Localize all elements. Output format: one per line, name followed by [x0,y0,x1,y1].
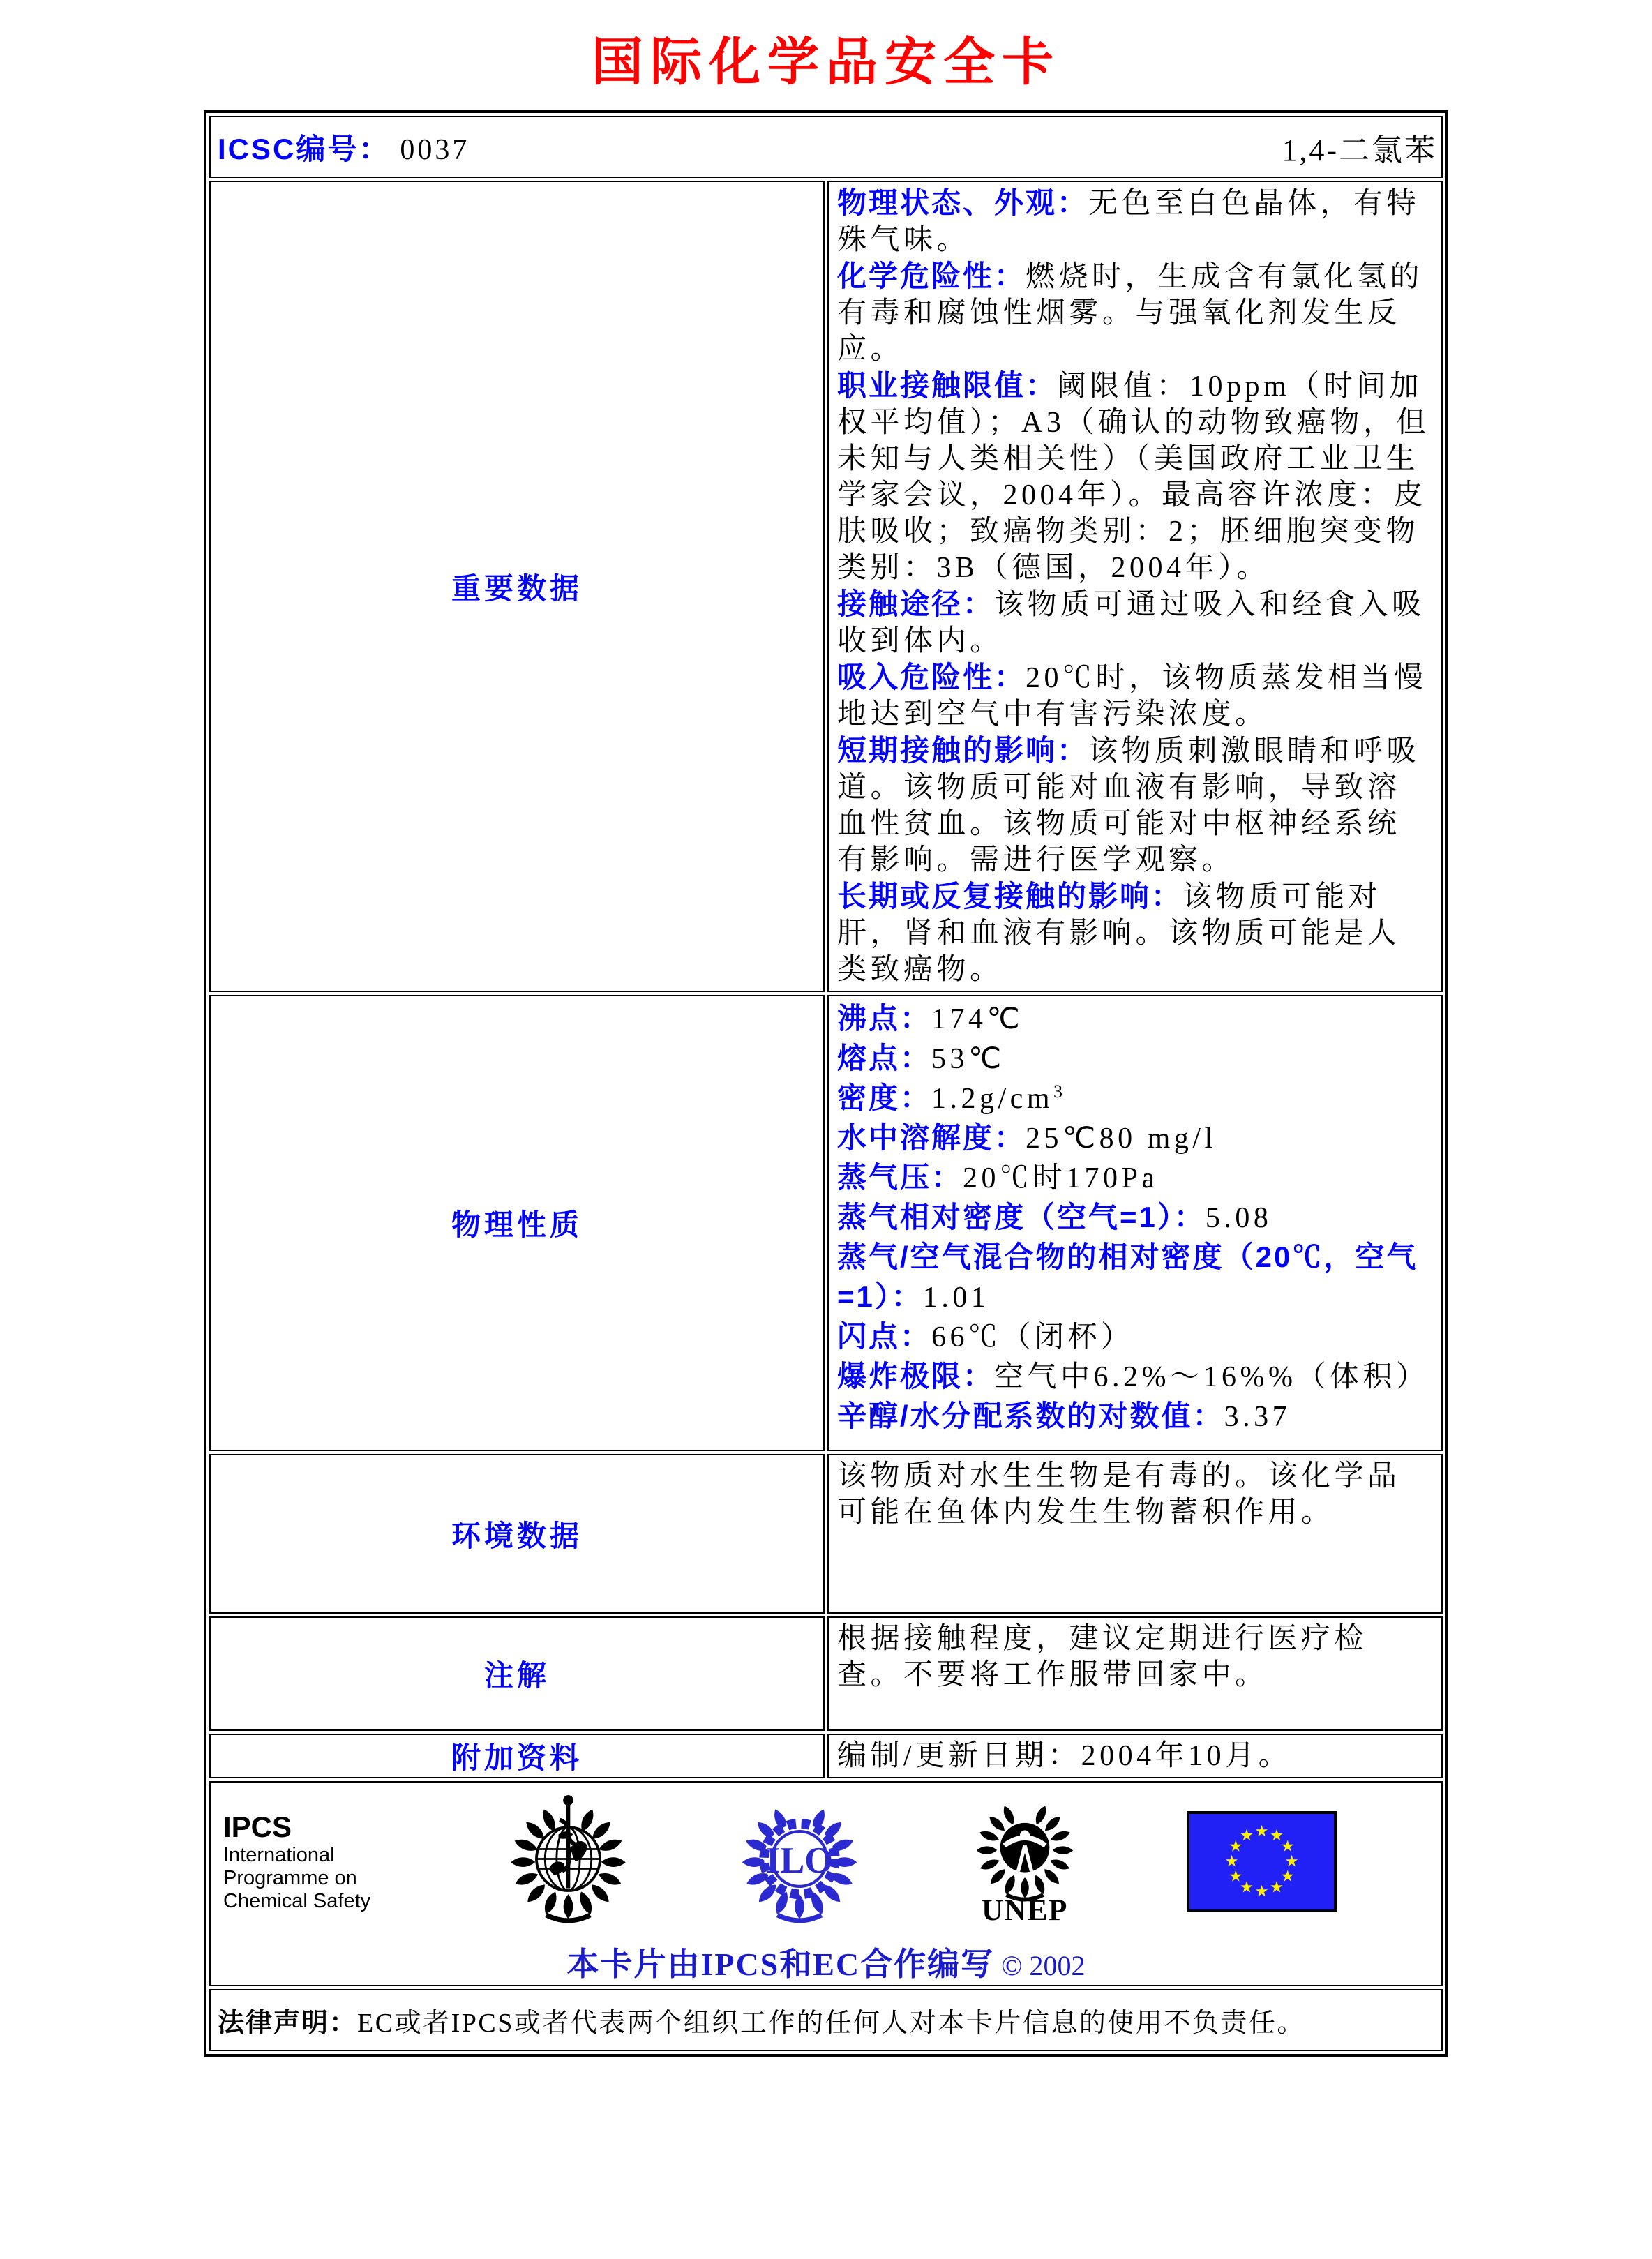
unep-logo-block [969,1797,1081,1926]
legal-label: 法律声明： [218,2009,358,2038]
icsc-card-page [0,21,1652,2057]
field-value: 该物质可能对肝，肾和血液有影响。该物质可能是人类致癌物。 [837,881,1401,986]
field-label: 熔点： [837,1042,932,1074]
field-label: 蒸气压： [837,1161,963,1194]
field-value: 25℃80 mg/l [1026,1123,1217,1155]
field-label: 爆炸极限： [837,1360,995,1393]
credit-line [211,1939,1441,1985]
physical-property-item [837,1357,1433,1397]
ipcs-text-block [223,1810,401,1913]
field-value: 174℃ [931,1003,1024,1035]
field-label: 短期接触的影响： [837,734,1089,767]
important-data-item [837,878,1433,988]
unep-caption: UNEP [981,1894,1068,1926]
important-data-item [837,659,1433,733]
ipcs-line: Chemical Safety [223,1889,371,1912]
field-label: 职业接触限值： [837,369,1058,402]
ipcs-line: Programme on [223,1866,357,1889]
icsc-card-table [204,110,1448,2057]
ilo-letters: ILO [765,1840,833,1881]
physical-property-item [837,1079,1433,1118]
field-label: 接触途径： [837,587,995,620]
ilo-logo-icon [736,1793,863,1930]
ipcs-acronym: IPCS [223,1810,292,1843]
card-header-row [209,116,1443,178]
logos-row [209,1781,1443,1986]
important-data-item [837,733,1433,878]
field-value: 20℃时170Pa [963,1162,1159,1194]
row-label-physical-properties: 物理性质 [209,995,825,1451]
legal-row [209,1989,1443,2051]
physical-property-item [837,1397,1433,1436]
field-value: 66℃（闭杯） [931,1321,1134,1353]
field-value: 无色至白色晶体，有特殊气味。 [837,188,1420,256]
icsc-number-label: ICSC编号： [218,132,391,165]
field-label: 密度： [837,1081,932,1114]
physical-property-item [837,1198,1433,1238]
chemical-name: 1,4-二氯苯 [1282,133,1437,167]
important-data-item [837,258,1433,368]
field-value: 燃烧时，生成含有氯化氢的有毒和腐蚀性烟雾。与强氧化剂发生反应。 [837,261,1424,366]
field-value: 5.08 [1205,1202,1272,1234]
environmental-data-text: 该物质对水生生物是有毒的。该化学品可能在鱼体内发生生物蓄积作用。 [837,1460,1401,1529]
copyright-text: © 2002 [1001,1950,1086,1981]
field-label: 长期或反复接触的影响： [837,880,1183,913]
eu-flag-icon [1187,1811,1337,1912]
physical-property-item [837,1317,1433,1357]
who-logo-icon [507,1793,629,1930]
environmental-data-content [827,1454,1443,1614]
important-data-item [837,185,1433,258]
important-data-content [827,181,1443,992]
field-label: 水中溶解度： [837,1121,1026,1154]
field-value: 1.01 [922,1282,990,1314]
row-label-important-data: 重要数据 [209,181,825,992]
additional-info-text: 编制/更新日期：2004年10月。 [837,1740,1292,1772]
physical-property-item [837,1118,1433,1158]
field-label: 蒸气相对密度（空气=1）： [837,1201,1206,1233]
physical-properties-content [827,995,1443,1451]
density-superscript: 3 [1053,1081,1062,1102]
notes-content [827,1616,1443,1731]
field-value: 3.37 [1224,1401,1291,1433]
icsc-number-value: 0037 [400,133,470,166]
page-title: 国际化学品安全卡 [592,34,1060,91]
ipcs-line: International [223,1843,335,1866]
row-label-additional-info: 附加资料 [209,1734,825,1778]
unep-logo-icon [969,1797,1081,1926]
field-value: 1.2g/cm [931,1083,1053,1115]
field-label: 沸点： [837,1002,932,1035]
field-value: 该物质刺激眼睛和呼吸道。该物质可能对血液有影响，导致溶血性贫血。该物质可能对中枢神经系统有影响。需进行医学观察。 [837,735,1420,876]
physical-property-item [837,1238,1433,1317]
field-value: 该物质可通过吸入和经食入吸收到体内。 [837,589,1425,657]
field-value: 阈限值：10ppm（时间加权平均值）；A3（确认的动物致癌物，但未知与人类相关性）（美国政府工业卫生学家会议，2004年）。最高容许浓度：皮肤吸收；致癌物类别：2；胚细胞突变物类别：3B（德国，2004年）。 [837,370,1429,584]
field-label: 化学危险性： [837,260,1026,292]
field-label: 蒸气/空气混合物的相对密度（20℃，空气=1）： [837,1240,1418,1313]
row-label-notes: 注解 [209,1616,825,1731]
physical-property-item [837,999,1433,1039]
row-label-environmental-data: 环境数据 [209,1454,825,1614]
credit-text: 本卡片由IPCS和EC合作编写 [566,1946,995,1982]
legal-text: EC或者IPCS或者代表两个组织工作的任何人对本卡片信息的使用不负责任。 [357,2009,1305,2038]
important-data-item [837,586,1433,659]
field-label: 闪点： [837,1320,932,1353]
field-label: 辛醇/水分配系数的对数值： [837,1399,1224,1432]
field-value: 53℃ [931,1043,1005,1075]
field-value: 20℃时，该物质蒸发相当慢地达到空气中有害污染浓度。 [837,662,1427,730]
field-label: 物理状态、外观： [837,186,1089,219]
important-data-item [837,368,1433,586]
field-label: 吸入危险性： [837,661,1026,693]
additional-info-content [827,1734,1443,1778]
physical-property-item [837,1039,1433,1079]
field-value: 空气中6.2%～16%%（体积） [994,1361,1429,1393]
physical-property-item [837,1158,1433,1198]
notes-text: 根据接触程度，建议定期进行医疗检查。不要将工作服带回家中。 [837,1623,1368,1691]
